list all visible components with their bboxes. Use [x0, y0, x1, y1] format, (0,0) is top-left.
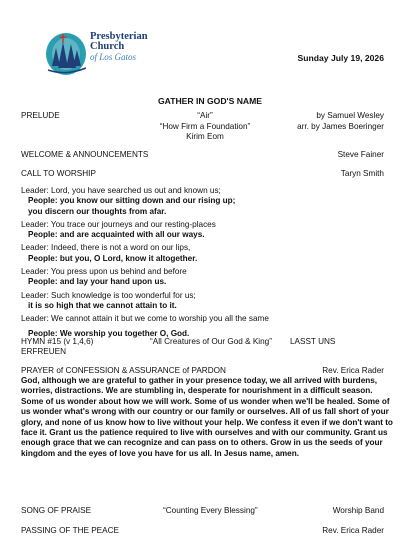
litany-leader-line: Leader: You trace our journeys and our resting-places [21, 219, 216, 229]
hymn-title: “All Creatures of Our God & King” [150, 337, 272, 346]
litany-leader-line: Leader: Such knowledge is too wonderful for us; [21, 290, 196, 300]
prelude-piece-1: “Air” [197, 111, 213, 120]
litany-leader-line: Leader: You press upon us behind and before [21, 267, 187, 277]
welcome-row [21, 150, 384, 159]
prelude-performer: Kirim Eom [186, 132, 224, 141]
prayer-text: God, although we are grateful to gather in your presence today, we all arrived with burdens, worries, distractions. We are stumbling in, desperate for nourishment in a difficult season. Some of us wonder about how we will work. Some of us wonder when we'll be healed. Some of us wonder what's wrong with our country or our family or ourselves. All of us fall short of your glory, and none of us know how to live without your help. We confess it even if we don't want to face it. Grant us the patience required to live with ourselves and with our community. Grant us enough grace that we can recognize and can pass on to others. Grow in us the seeds of your kingdom and the eyes of love you have for us all. In Jesus name, amen. [21, 376, 393, 458]
church-logo [44, 26, 164, 78]
litany-leader-line: Leader: We cannot attain it but we come to worship you all the same [21, 314, 269, 324]
logo-line-1: Presbyterian [90, 31, 148, 42]
prayer-label: PRAYER of CONFESSION & ASSURANCE of PARDON [21, 366, 226, 375]
hymn-tune-continued: ERFREUEN [21, 347, 67, 356]
peace-row [21, 526, 384, 535]
litany-people-line: you discern our thoughts from afar. [28, 206, 167, 216]
prayer-leader: Rev. Erica Rader [322, 366, 384, 375]
church-logo-text [90, 32, 148, 62]
prelude-composers [297, 111, 384, 132]
litany-leader-line: Leader: Indeed, there is not a word on our lips, [21, 243, 191, 253]
hymn-tune: LASST UNS [290, 337, 336, 346]
service-date: Sunday July 19, 2026 [297, 53, 384, 63]
call-row [21, 169, 384, 178]
welcome-label: WELCOME & ANNOUNCEMENTS [21, 150, 149, 159]
call-leader: Taryn Smith [340, 169, 384, 178]
prelude-composer-1: by Samuel Wesley [316, 111, 384, 120]
prayer-row [21, 366, 384, 375]
welcome-leader: Steve Fainer [337, 150, 384, 159]
peace-label: PASSING OF THE PEACE [21, 526, 119, 535]
prelude-composer-2: arr. by James Boeringer [297, 121, 384, 131]
litany-people-line: People: and lay your hand upon us. [28, 277, 167, 287]
call-label: CALL TO WORSHIP [21, 169, 96, 178]
litany-people-line: People: you know our sitting down and our rising up; [28, 196, 236, 206]
song-leader: Worship Band [332, 506, 384, 515]
call-to-worship-text [21, 186, 391, 339]
litany-people-line: People: but you, O Lord, know it altogether. [28, 253, 198, 263]
song-label: SONG OF PRAISE [21, 506, 92, 515]
church-logo-mark-icon [44, 26, 90, 78]
logo-line-3: of Los Gatos [90, 52, 137, 62]
hymn-label: HYMN #15 (v 1,4,6) [21, 337, 94, 346]
litany-people-line: People: and are acquainted with all our ways. [28, 230, 205, 240]
logo-line-2: Church [90, 41, 125, 52]
prelude-label: PRELUDE [21, 111, 60, 120]
litany-people-line: it is so high that we cannot attain to it. [28, 300, 177, 310]
prelude-piece-2: “How Firm a Foundation” [159, 121, 251, 131]
litany-people-line: People: We worship you together O, God. [28, 328, 190, 338]
peace-leader: Rev. Erica Rader [322, 526, 384, 535]
section-heading: GATHER IN GOD'S NAME [157, 96, 263, 106]
litany-leader-line: Leader: Lord, you have searched us out and known us; [21, 186, 221, 195]
song-title: “Counting Every Blessing” [163, 506, 258, 515]
prelude-pieces [155, 111, 255, 143]
